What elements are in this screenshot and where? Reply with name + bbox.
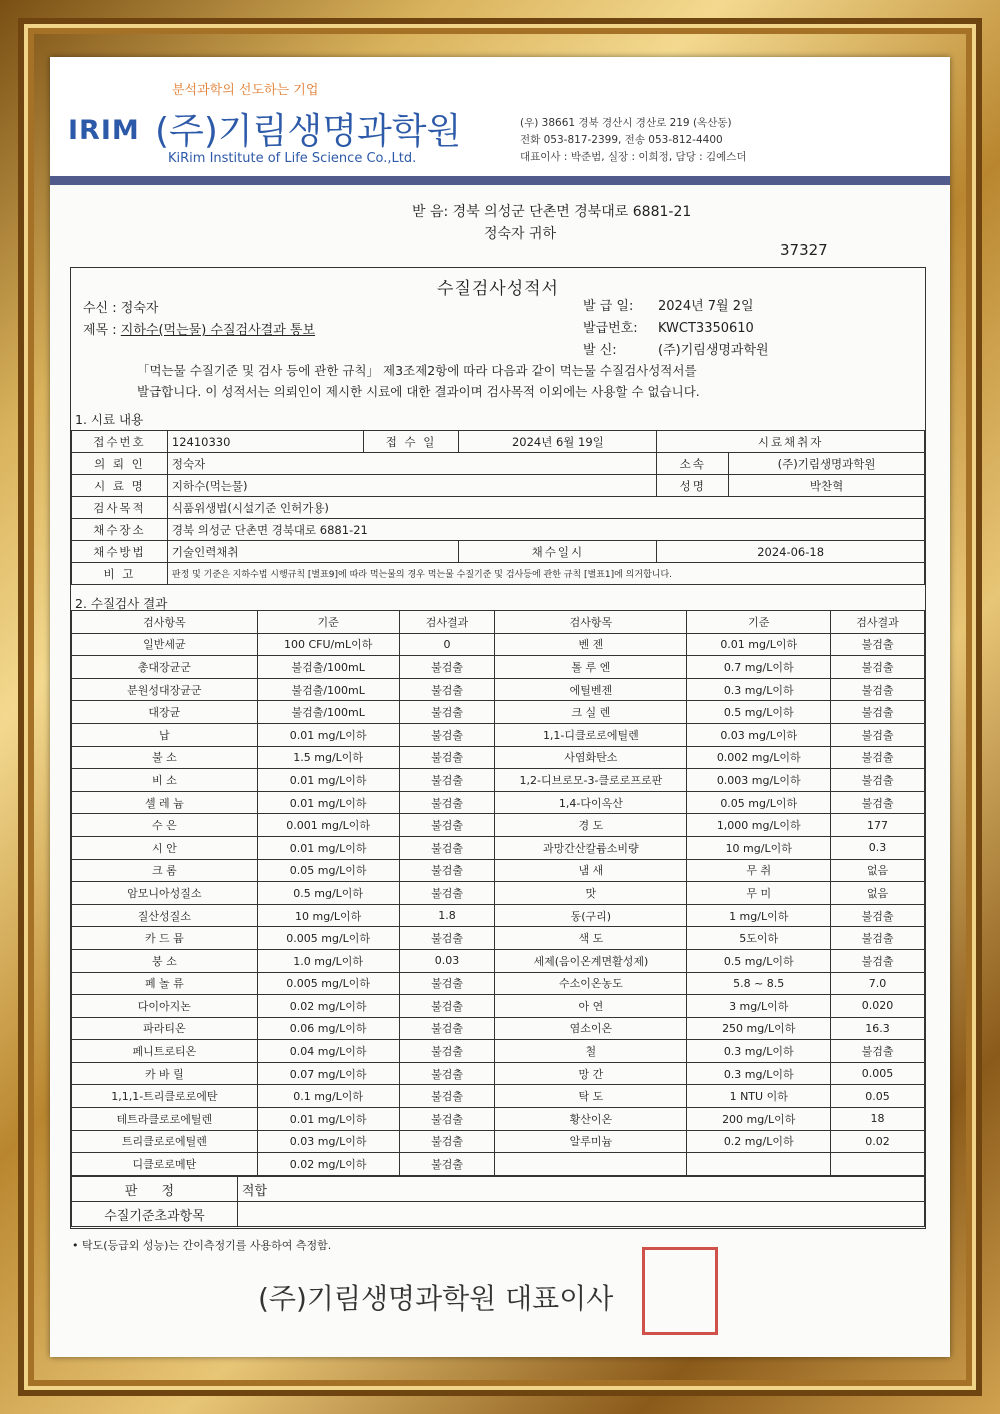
left-result-cell: 0.03: [399, 949, 495, 972]
verdict-table: [71, 1176, 925, 1227]
left-std-cell: 0.001 mg/L이하: [257, 814, 399, 837]
left-std-cell: 0.02 mg/L이하: [257, 1153, 399, 1176]
left-std-cell: 0.01 mg/L이하: [257, 836, 399, 859]
issue-date-label: 발 급 일:: [583, 299, 634, 314]
results-row: [72, 678, 925, 701]
left-std-cell: 10 mg/L이하: [257, 904, 399, 927]
left-item-cell: 디클로로메탄: [72, 1153, 258, 1176]
left-result-cell: 불검출: [399, 723, 495, 746]
certificate-title: 수질검사성적서: [437, 279, 559, 299]
left-std-cell: 1.5 mg/L이하: [257, 746, 399, 769]
left-std-cell: 0.5 mg/L이하: [257, 882, 399, 905]
left-item-cell: 대장균: [72, 701, 258, 724]
right-std-cell: 0.05 mg/L이하: [687, 791, 831, 814]
client-label: 의 뢰 인: [72, 453, 168, 475]
right-result-cell: 16.3: [831, 1017, 925, 1040]
inspection-certificate: [70, 267, 926, 1229]
right-result-cell: 7.0: [831, 972, 925, 995]
turbidity-note: • 탁도(등급외 성능)는 간이측정기를 사용하여 측정함.: [72, 1239, 332, 1252]
sample-name-label: 시 료 명: [72, 475, 168, 497]
right-result-cell: 불검출: [831, 927, 925, 950]
purpose: 식품위생법(시설기준 인허가용): [167, 497, 924, 519]
left-result-cell: 불검출: [399, 995, 495, 1018]
right-item-cell: 경 도: [495, 814, 687, 837]
results-row: [72, 949, 925, 972]
letterhead: [50, 57, 950, 177]
results-row: [72, 791, 925, 814]
results-row: [72, 633, 925, 656]
left-result-cell: 불검출: [399, 701, 495, 724]
right-result-cell: 불검출: [831, 769, 925, 792]
left-result-cell: 불검출: [399, 791, 495, 814]
right-result-cell: 18: [831, 1108, 925, 1131]
left-result-cell: 불검출: [399, 1017, 495, 1040]
left-std-cell: 1.0 mg/L이하: [257, 949, 399, 972]
left-std-cell: 0.04 mg/L이하: [257, 1040, 399, 1063]
right-std-cell: 무 취: [687, 859, 831, 882]
results-row: [72, 927, 925, 950]
sample-section-title: 1. 시료 내용: [75, 412, 144, 427]
left-item-cell: 1,1,1-트리클로로에탄: [72, 1085, 258, 1108]
certificate-paper: [50, 57, 950, 1357]
left-result-cell: 불검출: [399, 746, 495, 769]
left-std-cell: 0.05 mg/L이하: [257, 859, 399, 882]
results-row: [72, 836, 925, 859]
left-std-cell: 0.01 mg/L이하: [257, 723, 399, 746]
right-std-cell: 0.01 mg/L이하: [687, 633, 831, 656]
right-result-cell: 0.05: [831, 1085, 925, 1108]
left-item-cell: 파라티온: [72, 1017, 258, 1040]
right-std-cell: 200 mg/L이하: [687, 1108, 831, 1131]
company-staff: 대표이사 : 박준범, 실장 : 이희정, 담당 : 김예스더: [520, 151, 747, 163]
company-seal-stamp: [642, 1247, 718, 1335]
results-row: [72, 814, 925, 837]
company-phone: 전화 053-817-2399, 전송 053-812-4400: [520, 134, 723, 146]
right-item-cell: 수소이온농도: [495, 972, 687, 995]
right-std-cell: 0.3 mg/L이하: [687, 678, 831, 701]
left-std-cell: 0.005 mg/L이하: [257, 972, 399, 995]
right-item-cell: 철: [495, 1040, 687, 1063]
col-std-header-left: 기준: [257, 611, 399, 634]
right-result-cell: 0.3: [831, 836, 925, 859]
right-result-cell: 불검출: [831, 791, 925, 814]
remark-label: 비 고: [72, 563, 168, 585]
intro-line-1: 「먹는물 수질기준 및 검사 등에 관한 규칙」 제3조제2항에 따라 다음과 같이 먹는물 수질검사성적서를: [137, 363, 697, 378]
left-result-cell: 불검출: [399, 1085, 495, 1108]
document-number: 37327: [780, 241, 828, 259]
results-row: [72, 723, 925, 746]
right-result-cell: 0.020: [831, 995, 925, 1018]
recipient-address: 경북 의성군 단촌면 경북대로 6881-21: [452, 204, 692, 220]
right-std-cell: 0.002 mg/L이하: [687, 746, 831, 769]
right-std-cell: 10 mg/L이하: [687, 836, 831, 859]
signature: (주)기림생명과학원 대표이사: [258, 1282, 614, 1315]
results-row: [72, 904, 925, 927]
left-item-cell: 불 소: [72, 746, 258, 769]
company-logo-mark: IRIM: [68, 115, 140, 146]
right-std-cell: 0.3 mg/L이하: [687, 1062, 831, 1085]
left-std-cell: 0.1 mg/L이하: [257, 1085, 399, 1108]
left-std-cell: 0.02 mg/L이하: [257, 995, 399, 1018]
right-result-cell: [831, 1153, 925, 1176]
receipt-date: 2024년 6월 19일: [459, 431, 657, 453]
certificate-intro: [137, 360, 917, 402]
results-table: [71, 610, 925, 1176]
right-item-cell: 색 도: [495, 927, 687, 950]
left-result-cell: 불검출: [399, 678, 495, 701]
sample-name: 지하수(먹는물): [167, 475, 656, 497]
left-result-cell: 불검출: [399, 769, 495, 792]
right-result-cell: 0.02: [831, 1130, 925, 1153]
right-item-cell: 크 실 렌: [495, 701, 687, 724]
right-std-cell: [687, 1153, 831, 1176]
right-std-cell: 5.8 ~ 8.5: [687, 972, 831, 995]
to-value: 정숙자: [120, 301, 159, 316]
company-english-name: KiRim Institute of Life Science Co.,Ltd.: [168, 151, 417, 166]
right-item-cell: 과망간산칼륨소비량: [495, 836, 687, 859]
left-result-cell: 0: [399, 633, 495, 656]
left-std-cell: 0.005 mg/L이하: [257, 927, 399, 950]
place: 경북 의성군 단촌면 경북대로 6881-21: [167, 519, 924, 541]
affiliation-label: 소속: [657, 453, 729, 475]
to-label: 수신 :: [83, 301, 117, 316]
right-item-cell: 세제(음이온계면활성제): [495, 949, 687, 972]
left-result-cell: 불검출: [399, 814, 495, 837]
right-item-cell: 망 간: [495, 1062, 687, 1085]
left-item-cell: 셀 레 늄: [72, 791, 258, 814]
certificate-meta-left: [83, 298, 315, 342]
right-result-cell: 불검출: [831, 701, 925, 724]
right-std-cell: 1 NTU 이하: [687, 1085, 831, 1108]
right-result-cell: 불검출: [831, 633, 925, 656]
right-item-cell: 황산이온: [495, 1108, 687, 1131]
collection-date-label: 채수일시: [459, 541, 657, 563]
left-item-cell: 암모니아성질소: [72, 882, 258, 905]
left-item-cell: 카 드 뮴: [72, 927, 258, 950]
left-std-cell: 0.07 mg/L이하: [257, 1062, 399, 1085]
exceed-label: 수질기준초과항목: [72, 1202, 238, 1227]
collection-date: 2024-06-18: [657, 541, 925, 563]
results-row: [72, 746, 925, 769]
subject-label: 제목 :: [83, 323, 117, 338]
collector-name-label: 성명: [657, 475, 729, 497]
collector-name: 박찬혁: [729, 475, 925, 497]
results-row: [72, 1085, 925, 1108]
right-item-cell: 1,4-다이옥산: [495, 791, 687, 814]
left-result-cell: 불검출: [399, 927, 495, 950]
results-row: [72, 1062, 925, 1085]
right-item-cell: 알루미늄: [495, 1130, 687, 1153]
right-std-cell: 0.3 mg/L이하: [687, 1040, 831, 1063]
left-item-cell: 트리클로로에틸렌: [72, 1130, 258, 1153]
left-item-cell: 총대장균군: [72, 656, 258, 679]
left-item-cell: 시 안: [72, 836, 258, 859]
left-result-cell: 불검출: [399, 1062, 495, 1085]
right-item-cell: 톨 루 엔: [495, 656, 687, 679]
right-item-cell: 사염화탄소: [495, 746, 687, 769]
issue-no-label: 발급번호:: [583, 321, 638, 336]
right-std-cell: 0.03 mg/L이하: [687, 723, 831, 746]
sender: (주)기림생명과학원: [658, 343, 769, 358]
place-label: 채수장소: [72, 519, 168, 541]
right-item-cell: 1,2-디브로모-3-클로로프로판: [495, 769, 687, 792]
left-std-cell: 불검출/100mL: [257, 701, 399, 724]
right-std-cell: 250 mg/L이하: [687, 1017, 831, 1040]
header-divider: [50, 176, 950, 185]
results-row: [72, 995, 925, 1018]
col-item-header-right: 검사항목: [495, 611, 687, 634]
remark: 판정 및 기준은 지하수법 시행규칙 [별표9]에 따라 먹는물의 경우 먹는물 수질기준 및 검사등에 관한 규칙 [별표1]에 의거합니다.: [167, 563, 924, 585]
recipient-block: [412, 201, 691, 245]
left-std-cell: 0.01 mg/L이하: [257, 1108, 399, 1131]
right-std-cell: 0.5 mg/L이하: [687, 949, 831, 972]
method-label: 채수방법: [72, 541, 168, 563]
verdict: 적합: [237, 1177, 924, 1202]
left-result-cell: 불검출: [399, 1130, 495, 1153]
right-std-cell: 0.5 mg/L이하: [687, 701, 831, 724]
left-std-cell: 0.06 mg/L이하: [257, 1017, 399, 1040]
col-item-header-left: 검사항목: [72, 611, 258, 634]
right-std-cell: 무 미: [687, 882, 831, 905]
right-item-cell: 냄 새: [495, 859, 687, 882]
left-result-cell: 불검출: [399, 1153, 495, 1176]
right-result-cell: 없음: [831, 859, 925, 882]
sample-info-table: [71, 430, 925, 585]
col-result-header-left: 검사결과: [399, 611, 495, 634]
left-item-cell: 일반세균: [72, 633, 258, 656]
results-row: [72, 1017, 925, 1040]
left-item-cell: 페니트로티온: [72, 1040, 258, 1063]
subject-value: 지하수(먹는물) 수질검사결과 통보: [120, 323, 316, 338]
company-contact: [520, 115, 747, 166]
right-result-cell: 불검출: [831, 746, 925, 769]
results-row: [72, 1108, 925, 1131]
results-row: [72, 769, 925, 792]
right-item-cell: 에틸벤젠: [495, 678, 687, 701]
right-result-cell: 불검출: [831, 656, 925, 679]
sender-label: 발 신:: [583, 343, 617, 358]
right-item-cell: 아 연: [495, 995, 687, 1018]
left-result-cell: 불검출: [399, 656, 495, 679]
left-item-cell: 카 바 릴: [72, 1062, 258, 1085]
right-result-cell: 불검출: [831, 904, 925, 927]
right-result-cell: 없음: [831, 882, 925, 905]
left-item-cell: 분원성대장균군: [72, 678, 258, 701]
receipt-date-label: 접 수 일: [363, 431, 459, 453]
company-name: (주)기림생명과학원: [155, 111, 462, 152]
left-item-cell: 크 롬: [72, 859, 258, 882]
right-std-cell: 1,000 mg/L이하: [687, 814, 831, 837]
results-row: [72, 656, 925, 679]
exceed-items: [237, 1202, 924, 1227]
right-std-cell: 0.003 mg/L이하: [687, 769, 831, 792]
results-row: [72, 859, 925, 882]
company-address: (우) 38661 경북 경산시 경산로 219 (옥산동): [520, 117, 732, 129]
certificate-meta-right: [583, 296, 769, 362]
recipient-name: 정숙자 귀하: [484, 226, 557, 242]
method: 기술인력채취: [167, 541, 459, 563]
left-item-cell: 비 소: [72, 769, 258, 792]
right-result-cell: 0.005: [831, 1062, 925, 1085]
receipt-no: 12410330: [167, 431, 363, 453]
right-item-cell: 벤 젠: [495, 633, 687, 656]
affiliation: (주)기림생명과학원: [729, 453, 925, 475]
right-result-cell: 불검출: [831, 678, 925, 701]
issue-no: KWCT3350610: [658, 321, 754, 336]
results-row: [72, 882, 925, 905]
left-std-cell: 0.01 mg/L이하: [257, 791, 399, 814]
left-result-cell: 불검출: [399, 972, 495, 995]
left-item-cell: 붕 소: [72, 949, 258, 972]
right-item-cell: [495, 1153, 687, 1176]
left-item-cell: 납: [72, 723, 258, 746]
results-row: [72, 1040, 925, 1063]
left-std-cell: 100 CFU/mL이하: [257, 633, 399, 656]
left-std-cell: 불검출/100mL: [257, 656, 399, 679]
results-row: [72, 1153, 925, 1176]
left-item-cell: 수 은: [72, 814, 258, 837]
collector-label: 시료채취자: [657, 431, 925, 453]
purpose-label: 검사목적: [72, 497, 168, 519]
right-item-cell: 염소이온: [495, 1017, 687, 1040]
issue-date: 2024년 7월 2일: [658, 299, 754, 314]
results-row: [72, 1130, 925, 1153]
right-item-cell: 동(구리): [495, 904, 687, 927]
receipt-no-label: 접수번호: [72, 431, 168, 453]
left-result-cell: 불검출: [399, 859, 495, 882]
recipient-label: 받 음:: [412, 204, 449, 220]
right-result-cell: 불검출: [831, 1040, 925, 1063]
right-std-cell: 5도이하: [687, 927, 831, 950]
right-result-cell: 불검출: [831, 949, 925, 972]
left-item-cell: 다이아지논: [72, 995, 258, 1018]
left-result-cell: 불검출: [399, 1040, 495, 1063]
results-section-title: 2. 수질검사 결과: [75, 596, 168, 611]
col-std-header-right: 기준: [687, 611, 831, 634]
left-std-cell: 0.03 mg/L이하: [257, 1130, 399, 1153]
left-result-cell: 불검출: [399, 882, 495, 905]
left-item-cell: 질산성질소: [72, 904, 258, 927]
left-item-cell: 페 놀 류: [72, 972, 258, 995]
right-result-cell: 불검출: [831, 723, 925, 746]
left-result-cell: 불검출: [399, 1108, 495, 1131]
intro-line-2: 발급합니다. 이 성적서는 의뢰인이 제시한 시료에 대한 결과이며 검사목적 이외에는 사용할 수 없습니다.: [137, 384, 700, 399]
right-item-cell: 맛: [495, 882, 687, 905]
col-result-header-right: 검사결과: [831, 611, 925, 634]
left-std-cell: 0.01 mg/L이하: [257, 769, 399, 792]
right-result-cell: 177: [831, 814, 925, 837]
client: 정숙자: [167, 453, 656, 475]
left-result-cell: 불검출: [399, 836, 495, 859]
right-std-cell: 1 mg/L이하: [687, 904, 831, 927]
results-row: [72, 701, 925, 724]
right-item-cell: 탁 도: [495, 1085, 687, 1108]
right-std-cell: 0.2 mg/L이하: [687, 1130, 831, 1153]
right-std-cell: 3 mg/L이하: [687, 995, 831, 1018]
right-item-cell: 1,1-디클로로에틸렌: [495, 723, 687, 746]
results-row: [72, 972, 925, 995]
left-item-cell: 테트라클로로에틸렌: [72, 1108, 258, 1131]
right-std-cell: 0.7 mg/L이하: [687, 656, 831, 679]
verdict-label: 판 정: [72, 1177, 238, 1202]
slogan: 분석과학의 선도하는 기업: [172, 83, 319, 98]
left-std-cell: 불검출/100mL: [257, 678, 399, 701]
left-result-cell: 1.8: [399, 904, 495, 927]
